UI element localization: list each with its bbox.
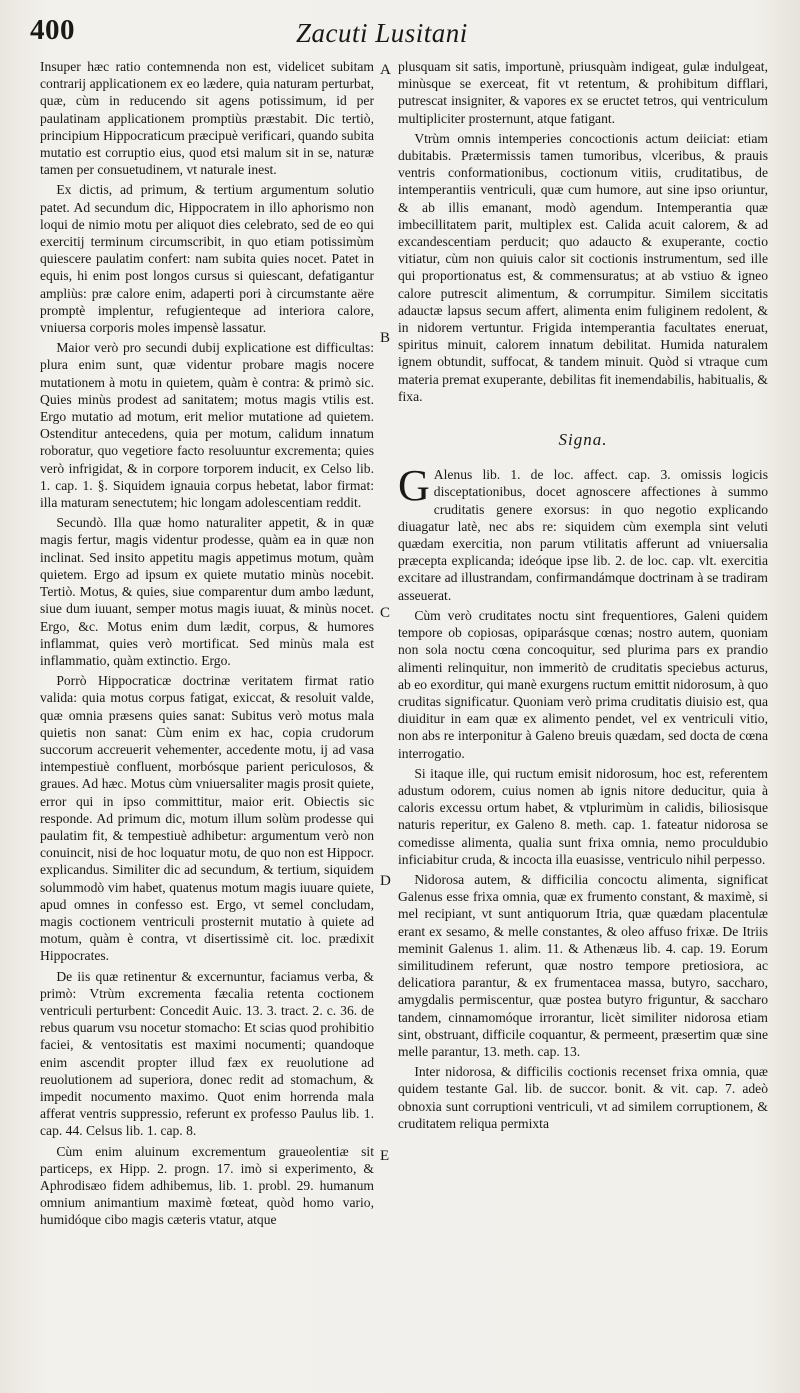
paragraph: Vtrùm omnis intemperies concoctionis actum deiiciat: etiam dubitabis. Prætermissis tamen tumoribus, vlceribus, & prauis ventris conformationibus, coctionum vitiis, cruditatibus, de intemperantiis ventriculi, quæ cum humore, aut sine ipso oriuntur, & ab illis emanant, modò agendum. Intemperantia quæ imbecillitatem parit, multiplex est. Calida acuit calorem, & ad excandescentiam perducit; quo adaucto & exuperante, coctio vitiatur, cùm non quiuis calor sit coctionis instrumentum, sed ille qui proportionatus est, & commensuratus; at ab vstiuo & igneo calore putrescit alimentum, & corrumpitur. Similem siccitatis adauctæ lapsus secum affert, alimenta enim fuliginem redolent, & in nidorem vertuntur. Frigida intemperantia facultates eneruat, spiritus minuit, calorem innatum debilitat. Humida naturalem ignem obtundit, suffocat, & tandem minuit. Quòd si vtraque cum materia premat exuperante, debilitas fit inemendabilis, habitualis, & fixa. (398, 130, 768, 404)
paragraph: Porrò Hippocraticæ doctrinæ veritatem firmat ratio valida: quia motus corpus fatigat, exiccat, & resoluit valde, quæ omnia præsens quies sanat: Subitus verò motus mala quietis non sanat: Cùm enim ex hac, copia crudorum succorum accreuerit vehementer, accedente motu, ij ad vasa intempestiuè confluent, morbósque parient periculosos, & graues. Ad hæc. Motus cùm vniuersaliter magis prosit quiete, error qui in ipso committitur, maior erit. Obiectis sic responde. Ad primum dic, motum illum solùm prodesse qui paulatim fit, & tempestiuè adhibetur: argumentum verò non conuincit, nisi de hoc loquatur motu, de quo non est Hippocr. explicandus. Similiter dic ad secundum, & tertium, siquidem solummodò vim habet, quatenus motum magis iuuare quiete, apud omnes in confesso est. Ergo, vt semel concludam, magis coctionem ventriculi prosternit mutatio à quiete ad motum, quàm è contra, vt disertissimè cit. loc. prædixit Hippocrates. (40, 673, 374, 964)
right-column (398, 58, 768, 1135)
running-title: Zacuti Lusitani (296, 18, 468, 48)
drop-cap: G (398, 461, 430, 511)
paragraph: plusquam sit satis, importunè, priusquàm indigeat, gulæ indulgeat, minùsque se exerceat, fit vt retentum, & prohibitum difflari, putrescat insigniter, & vapores ex se eructet tetros, qui ventriculum multipliciter prosternunt, atque fatigant. (398, 59, 768, 126)
paragraph-text: Alenus lib. 1. de loc. affect. cap. 3. omissis logicis disceptationibus, docet agnoscere affectiones à summo cruditatis genere exorsus: in quo negotio explicando diuagatur latè, nec abs re: siquidem cùm exempla sint veluti quædam exercitia, non parum vtilitatis afferunt ad vniuersalia præcepta explicanda; ideóque ipse lib. 2. de loc. cap. vlt. exercitia excitare ad illustrandam, confirmandámque doctrinam à se tradiram asseuerat. (398, 467, 768, 603)
paragraph: Secundò. Illa quæ homo naturaliter appetit, & in quæ magis fertur, magis videntur prodesse, quàm ea in quæ non inclinat. Sed insito appetitu magis appetimus motum, quàm quietem. Ergo ad ipsum ex quiete mutatio minùs nocebit. Tertiò. Motus, & quies, siue comparentur dum ambo lædunt, siue dum iuuant, semper motus magis iuuat, & minùs nocet. Ergo, &c. Motus enim dum lædit, corpus, & humores inflammat, quies verò mortificat. Sed minùs mala est inflammatio, quàm extinctio. Ergo. (40, 515, 374, 668)
paragraph: Cùm verò cruditates noctu sint frequentiores, Galeni quidem tempore ob copiosas, opiparásque cœnas; nostro autem, quoniam non sola noctu cœna concoquitur, sed plurima pars ex prandio alimenti relinquitur, non immeritò de cruditatis speciebus acturus, ab eo exorditur, qui manè exurgens ructum emittit nidorosum, à quo cruditas significatur. Quoniam verò prima cruditatis diuisio est, qua diuiditur in eam quæ ex alimento pendet, vel ex ventriculi vitio, non abs re interponitur à Galeno breuis quædam, sed docta de cœna interrogatio. (398, 607, 768, 761)
paragraph: De iis quæ retinentur & excernuntur, faciamus verba, & primò: Vtrùm excrementa fæcalia retenta coctionem ventriculi perturbent: Concedit Auic. 13. 3. tract. 2. c. 36. de rebus quarum vsu nocetur stomacho: Et scias quod prohibitio faciei, & ventositatis est maximi nocumenti; quandoque enim ascendit propter illud fæx ex reuolutione ad reuolutionem ad superiora, donec redit ad stomachum, & impedit nocumento maximo. Quot enim horrenda mala afferat ventris suppressio, referunt ex professo Paulus lib. 1. cap. 44. Celsus lib. 1. cap. 8. (40, 968, 374, 1139)
margin-letter-b: B (380, 330, 391, 346)
paragraph-with-dropcap (398, 461, 768, 604)
paragraph: Ex dictis, ad primum, & tertium argumentum solutio patet. Ad secundum dic, Hippocratem in illo aphorismo non loqui de nimio motu per aliquot dies celebrato, sed de eo qui exercitij terminum circumscribit, in quo etiam potissimùm quiescere paulatim confert: nam subita quies nocet. Patet in equis, hi enim post longos cursus si quiescant, defatigantur ampliùs: præ calore enim, adaperti pori à circumstante aëre promptè implentur, refugienteque ad interiora calore, vniuersa corporis moles impensè lassatur. (40, 182, 374, 336)
paragraph: Cùm enim aluinum excrementum graueolentiæ sit particeps, ex Hipp. 2. progn. 17. imò si experimento, & Aphrodisæo fidem adhibemus, lib. 1. probl. 29. humanum omnium animantium maximè fœteat, quòd homo vario, humidóque cibo magis cæteris vtatur, atque (40, 1143, 374, 1228)
margin-letter-a: A (380, 62, 391, 78)
margin-letter-c: C (380, 605, 391, 621)
paragraph: Si itaque ille, qui ructum emisit nidorosum, hoc est, referentem adustum odorem, cuius nomen ab ignis nitore deducitur, quia à caloris excessu ortum habet, & vtplurimùm in calidis, biliosisque naturis reperitur, ex Galeno 8. meth. cap. 1. fateatur nidorosa se comedisse alimenta, qualia sunt frixa omnia, nemo proculdubio inficiabitur cruda, & incocta illa euasisse, ventriculo nihil perpesso. (398, 765, 768, 867)
paragraph: Maior verò pro secundi dubij explicatione est difficultas: plura enim sunt, quæ videntur probare magis nocere mutationem à motu in quietem, quàm è contra: & primò sic. Quies minùs prodest ad sanitatem; motus magis vtilis est. Ergo mutatio ad motum, erit melior mutatione ad quietem. Ostenditur antecedens, quia per motum, calidum innatum roboratur, quo vegetiore facto resoluuntur excrementa; quies verò infrigidat, & in corpore torporem inducit, ex Celso lib. 1. cap. 1. §. Siquidem ignauia corpus hebetat, labor firmat: illa maturam senectutem; hic longam adolescentiam reddit. (40, 340, 374, 511)
paragraph: Nidorosa autem, & difficilia concoctu alimenta, significat Galenus esse frixa omnia, quæ ex frumento constant, & maximè, si mel recipiant, vt sunt antiquorum Itria, quæ quædam placentulæ erant ex sesamo, & melle constantes, & oleo affuso frixæ. De Itriis meminit Galenus 1. alim. 11. & Athenæus lib. 4. cap. 19. Eorum similitudinem referunt, quæ nostro tempore pretiosiora, ac delicatiora parantur, & ex frumentacea massa, butyro, saccharo, amygdalis permiscentur, quæ postea butyro friguntur, & saccharo tandem, cinnamomóque irrorantur, licèt similiter nidorosa etiam sint, obstruant, difficile coquantur, & permeent, præsertim quæ sine melle parantur, 13. meth. cap. 13. (398, 871, 768, 1059)
left-column (40, 58, 374, 1232)
margin-letter-d: D (380, 873, 391, 889)
section-heading: Signa. (558, 430, 608, 450)
paragraph: Inter nidorosa, & difficilis coctionis recenset frixa omnia, quæ quidem testante Gal. lib. de succor. bonit. & vit. cap. 7. adeò obnoxia sunt corruptioni ventriculi, vt ad similem corruptionem, & cruditatem reliqua permixta (398, 1064, 768, 1131)
margin-letter-e: E (380, 1148, 390, 1164)
paragraph: Insuper hæc ratio contemnenda non est, videlicet subitam contrarij applicationem ex eo lædere, quia naturam perturbat, quæ, cùm in reducendo sit agens potissimum, id per paulatinam applicationem promptiùs præstabit. Dic tertiò, principium Hippocraticum præcipuè verificari, quando subita mutatio est corruptio eius, quod etsi malum sit in se, naturæ tamen per consuetudinem, vt naturale inest. (40, 59, 374, 178)
page-number: 400 (30, 14, 75, 46)
